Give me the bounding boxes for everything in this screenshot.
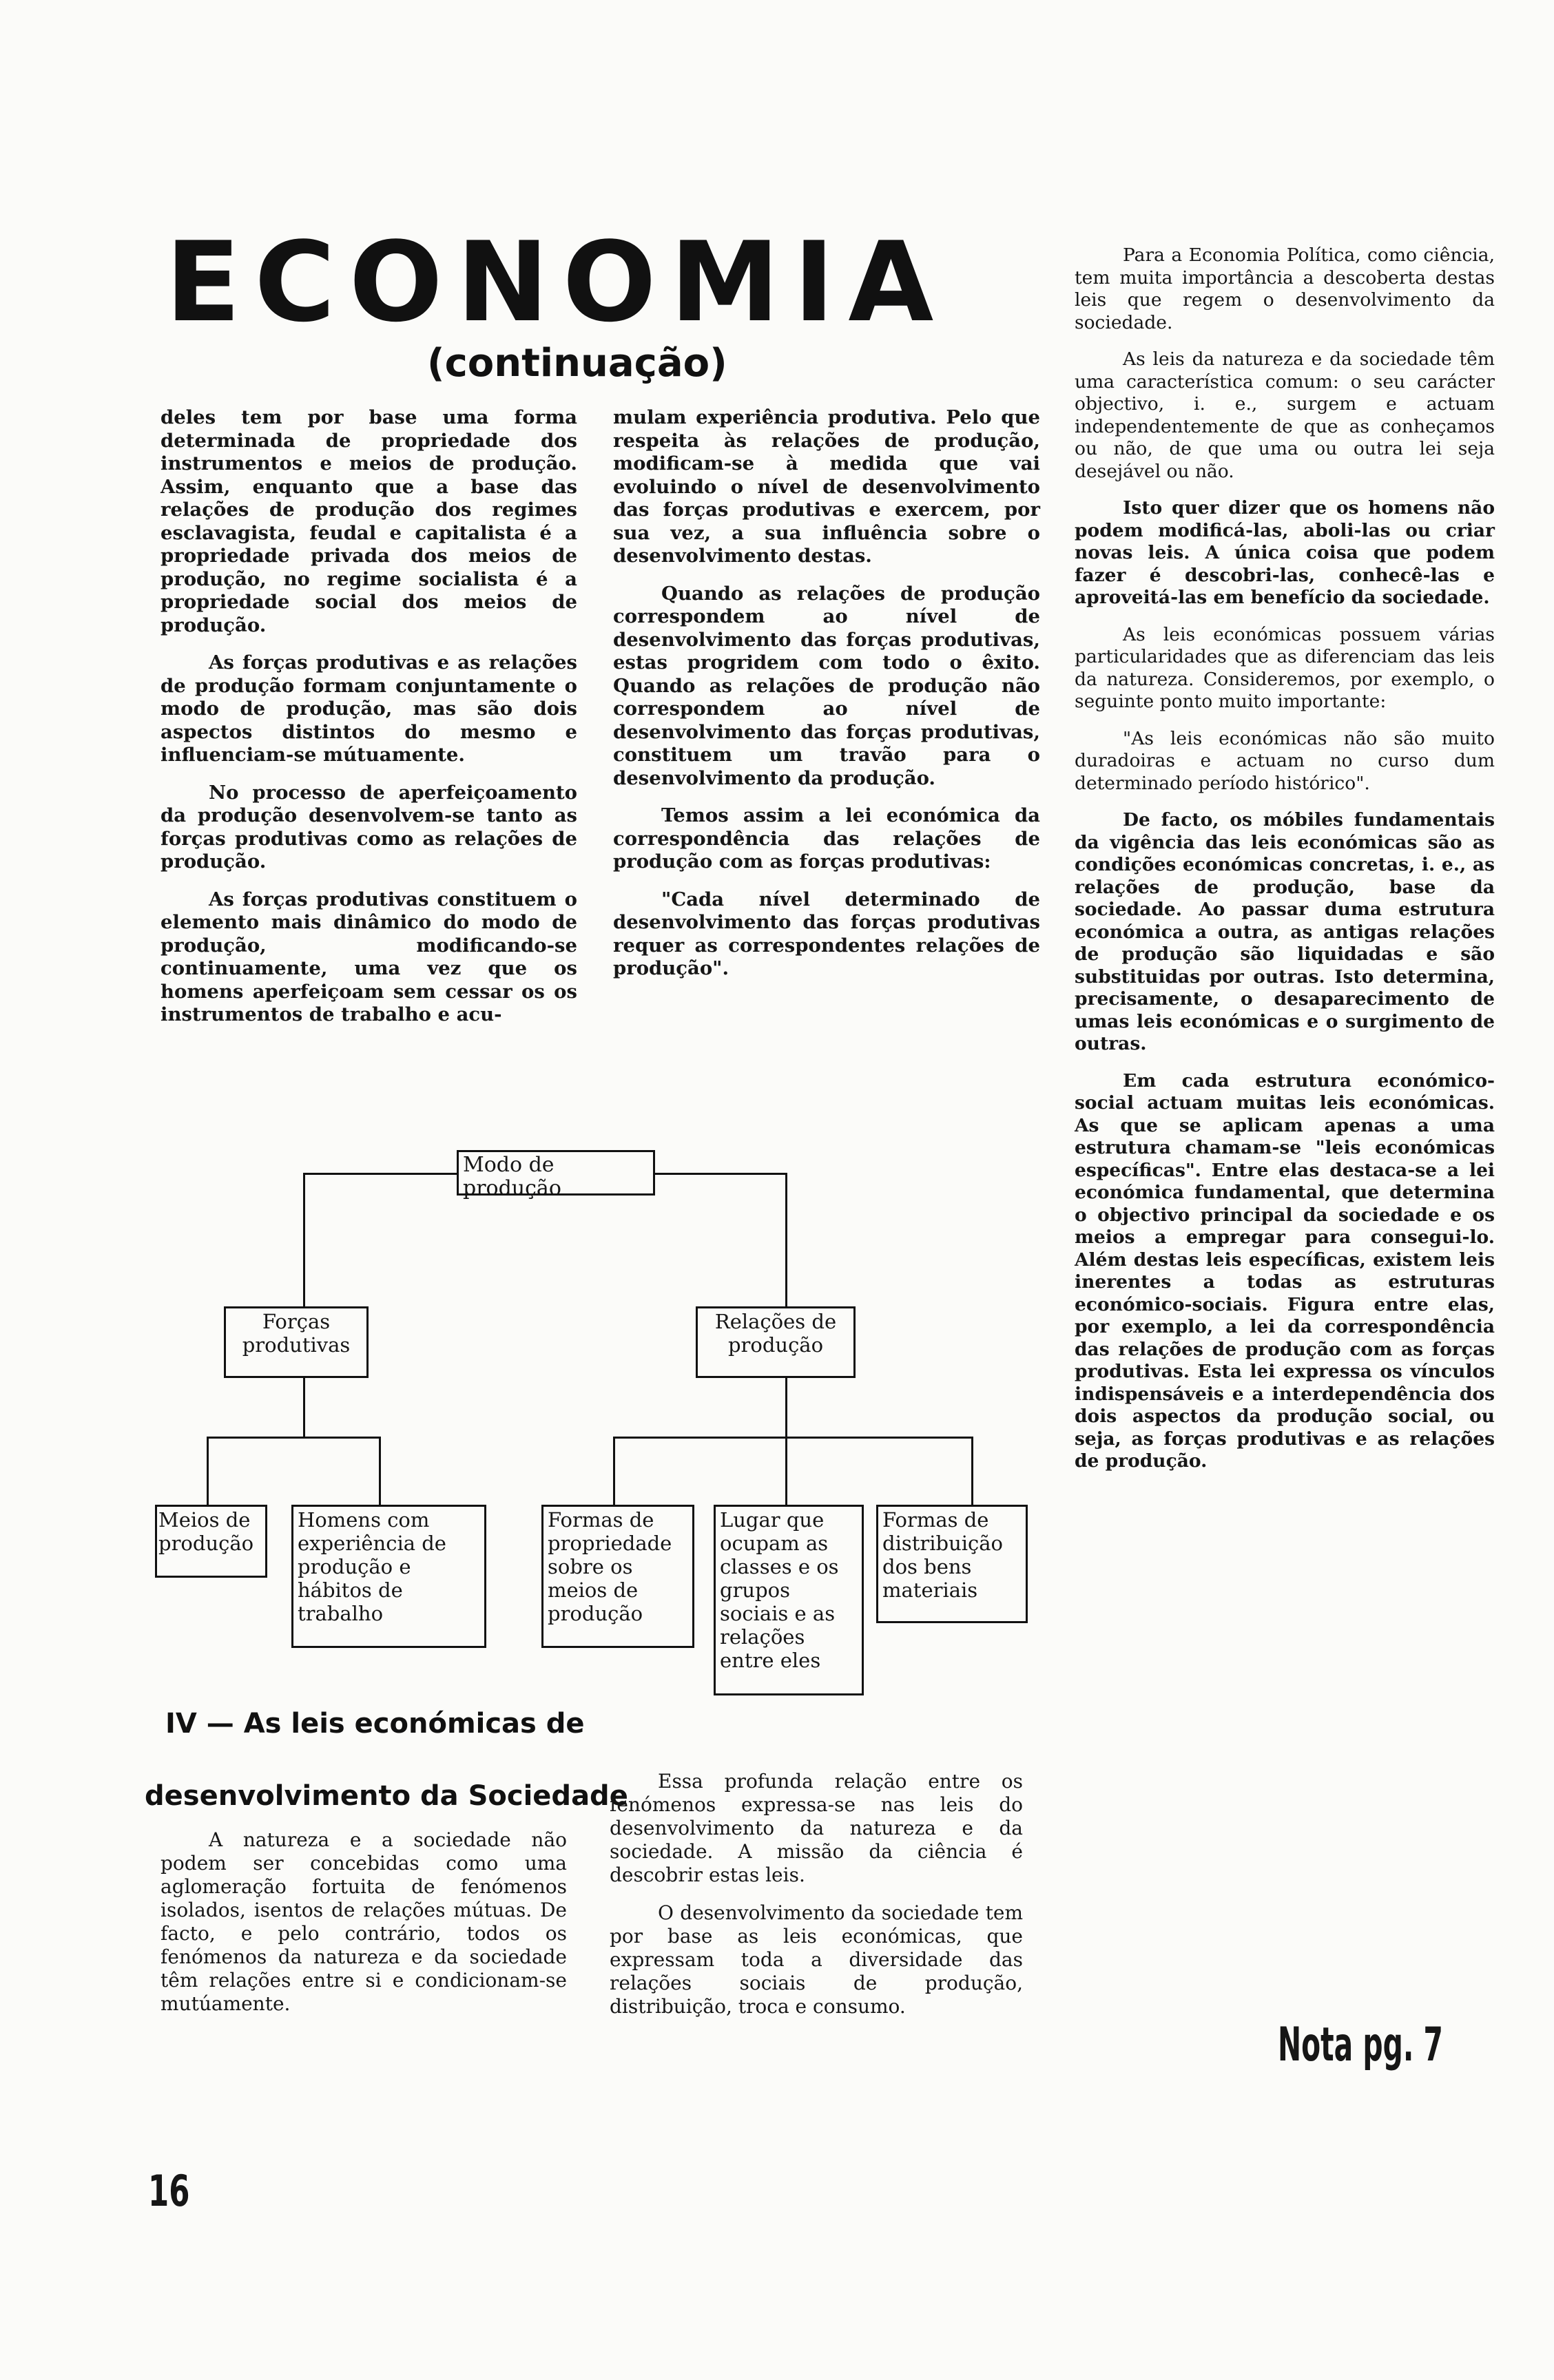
section-paragraph: Essa profunda relação entre os fenómenos expressa-se nas leis do desenvolvimento da natureza e da sociedade. A missão da ciência é descobrir estas leis. bbox=[610, 1770, 1023, 1886]
section-paragraph: O desenvolvimento da sociedade tem por base as leis económicas, que expressam toda a diversidade das relações sociais de produção, distribuição, troca e consumo. bbox=[610, 1901, 1023, 2018]
diagram-line bbox=[785, 1173, 787, 1309]
diagram-line bbox=[207, 1437, 209, 1507]
section-heading: desenvolvimento da Sociedade bbox=[145, 1780, 628, 1812]
col1-paragraph: deles tem por base uma forma determinada de propriedade dos instrumentos e meios de produção. Assim, enquanto que a base das relações de produção dos regimes esclavagista, feudal e capitalista é a propriedade privada dos meios de produção, no regime socialista é a propriedade social dos meios de produção. bbox=[160, 406, 577, 636]
diagram-line bbox=[379, 1437, 381, 1507]
col2-paragraph: "Cada nível determinado de desenvolvimento das forças produtivas requer as correspondentes relações de produção". bbox=[613, 888, 1040, 979]
col1-paragraph: As forças produtivas e as relações de produção formam conjuntamente o modo de produção, mas são dois aspectos distintos do mesmo e influenciam-se mútuamente. bbox=[160, 651, 577, 766]
diagram-line bbox=[303, 1173, 305, 1309]
diagram-line bbox=[971, 1437, 973, 1507]
col3-paragraph: As leis económicas possuem várias particularidades que as diferenciam das leis da natureza. Consideremos, por exemplo, o seguinte ponto muito importante: bbox=[1075, 623, 1495, 712]
box-forcas-produtivas: Forças produtivas bbox=[224, 1306, 369, 1378]
page-title: ECONOMIA bbox=[165, 218, 948, 346]
col3-paragraph: Isto quer dizer que os homens não podem modificá-las, aboli-las ou criar novas leis. A única coisa que podem fazer é descobri-las, conhecê-las e aproveitá-las em benefício da sociedade. bbox=[1075, 497, 1495, 608]
diagram-line bbox=[207, 1437, 380, 1439]
diagram-line bbox=[785, 1377, 787, 1507]
section-paragraph: A natureza e a sociedade não podem ser concebidas como uma aglomeração fortuita de fenómenos isolados, isentos de relações mútuas. De facto, e pelo contrário, todos os fenómenos da natureza e da sociedade têm relações entre si e condicionam-se mutúamente. bbox=[160, 1828, 567, 2015]
col3-paragraph: "As leis económicas não são muito duradoiras e actuam no curso dum determinado período histórico". bbox=[1075, 727, 1495, 794]
diagram-line bbox=[613, 1437, 971, 1439]
diagram-line bbox=[613, 1437, 615, 1507]
col2-paragraph: mulam experiência produtiva. Pelo que respeita às relações de produção, modificam-se à medida que vai evoluindo o nível de desenvolvimento das forças produtivas e exercem, por sua vez, a sua influência sobre o desenvolvimento destas. bbox=[613, 406, 1040, 567]
box-relacoes-producao: Relações de produção bbox=[696, 1306, 856, 1378]
col1-paragraph: No processo de aperfeiçoamento da produção desenvolvem-se tanto as forças produtivas como as relações de produção. bbox=[160, 781, 577, 873]
box-lugar-classes: Lugar que ocupam as classes e os grupos sociais e as relações entre eles bbox=[714, 1505, 864, 1695]
column-1 bbox=[160, 406, 577, 1041]
diagram-line bbox=[303, 1377, 305, 1438]
box-formas-distribuicao: Formas de distribuição dos bens materiais bbox=[876, 1505, 1028, 1623]
col3-paragraph: Para a Economia Política, como ciência, tem muita importância a descoberta destas leis que regem o desenvolvimento da sociedade. bbox=[1075, 244, 1495, 333]
box-meios-producao: Meios de produção bbox=[155, 1505, 267, 1578]
section-heading: IV — As leis económicas de bbox=[165, 1708, 585, 1740]
column-2 bbox=[613, 406, 1040, 995]
column-3 bbox=[1075, 244, 1495, 1488]
col3-paragraph: Em cada estrutura económico-social actuam muitas leis económicas. As que se aplicam apenas a uma estrutura chamam-se "leis económicas específicas". Entre elas destaca-se a lei económica fundamental, que determina o objectivo principal da sociedade e os meios a empregar para consegui-lo. Além destas leis específicas, existem leis inerentes a todas as estruturas económico-sociais. Figura entre elas, por exemplo, a lei da correspondência das relações de produção com as forças produtivas. Esta lei expressa os vínculos indispensáveis e a interdependência dos dois aspectos da produção social, ou seja, as forças produtivas e as relações de produção. bbox=[1075, 1069, 1495, 1472]
page-number: 16 bbox=[148, 2166, 190, 2216]
page-subtitle: (continuação) bbox=[427, 341, 727, 386]
note-reference: Nota pg. 7 bbox=[1278, 2018, 1443, 2072]
box-formas-propriedade: Formas de propriedade sobre os meios de produção bbox=[541, 1505, 694, 1648]
col2-paragraph: Quando as relações de produção correspondem ao nível de desenvolvimento das forças produtivas, estas progridem com todo o êxito. Quando as relações de produção não correspondem ao nível de desenvolvimento das forças produtivas, constituem um travão para o desenvolvimento da produção. bbox=[613, 582, 1040, 789]
col2-paragraph: Temos assim a lei económica da correspondência das relações de produção com as forças produtivas: bbox=[613, 804, 1040, 873]
col1-paragraph: As forças produtivas constituem o elemento mais dinâmico do modo de produção, modificando-se continuamente, uma vez que os homens aperfeiçoam sem cessar os os instrumentos de trabalho e acu- bbox=[160, 888, 577, 1025]
section-middle-text bbox=[610, 1770, 1023, 2033]
section-left-text bbox=[160, 1828, 567, 2030]
box-modo-producao: Modo de produção bbox=[457, 1150, 655, 1196]
box-homens-experiencia: Homens com experiência de produção e hábitos de trabalho bbox=[291, 1505, 486, 1648]
col3-paragraph: De facto, os móbiles fundamentais da vigência das leis económicas são as condições económicas concretas, i. e., as relações de produção, base da sociedade. Ao passar duma estrutura económica a outra, as antigas relações de produção são liquidadas e são substituidas por outras. Isto determina, precisamente, o desaparecimento de umas leis económicas e o surgimento de outras. bbox=[1075, 809, 1495, 1054]
col3-paragraph: As leis da natureza e da sociedade têm uma característica comum: o seu carácter objectivo, i. e., surgem e actuam independentemente de que as conheçamos ou não, de que uma ou outra lei seja desejável ou não. bbox=[1075, 348, 1495, 482]
